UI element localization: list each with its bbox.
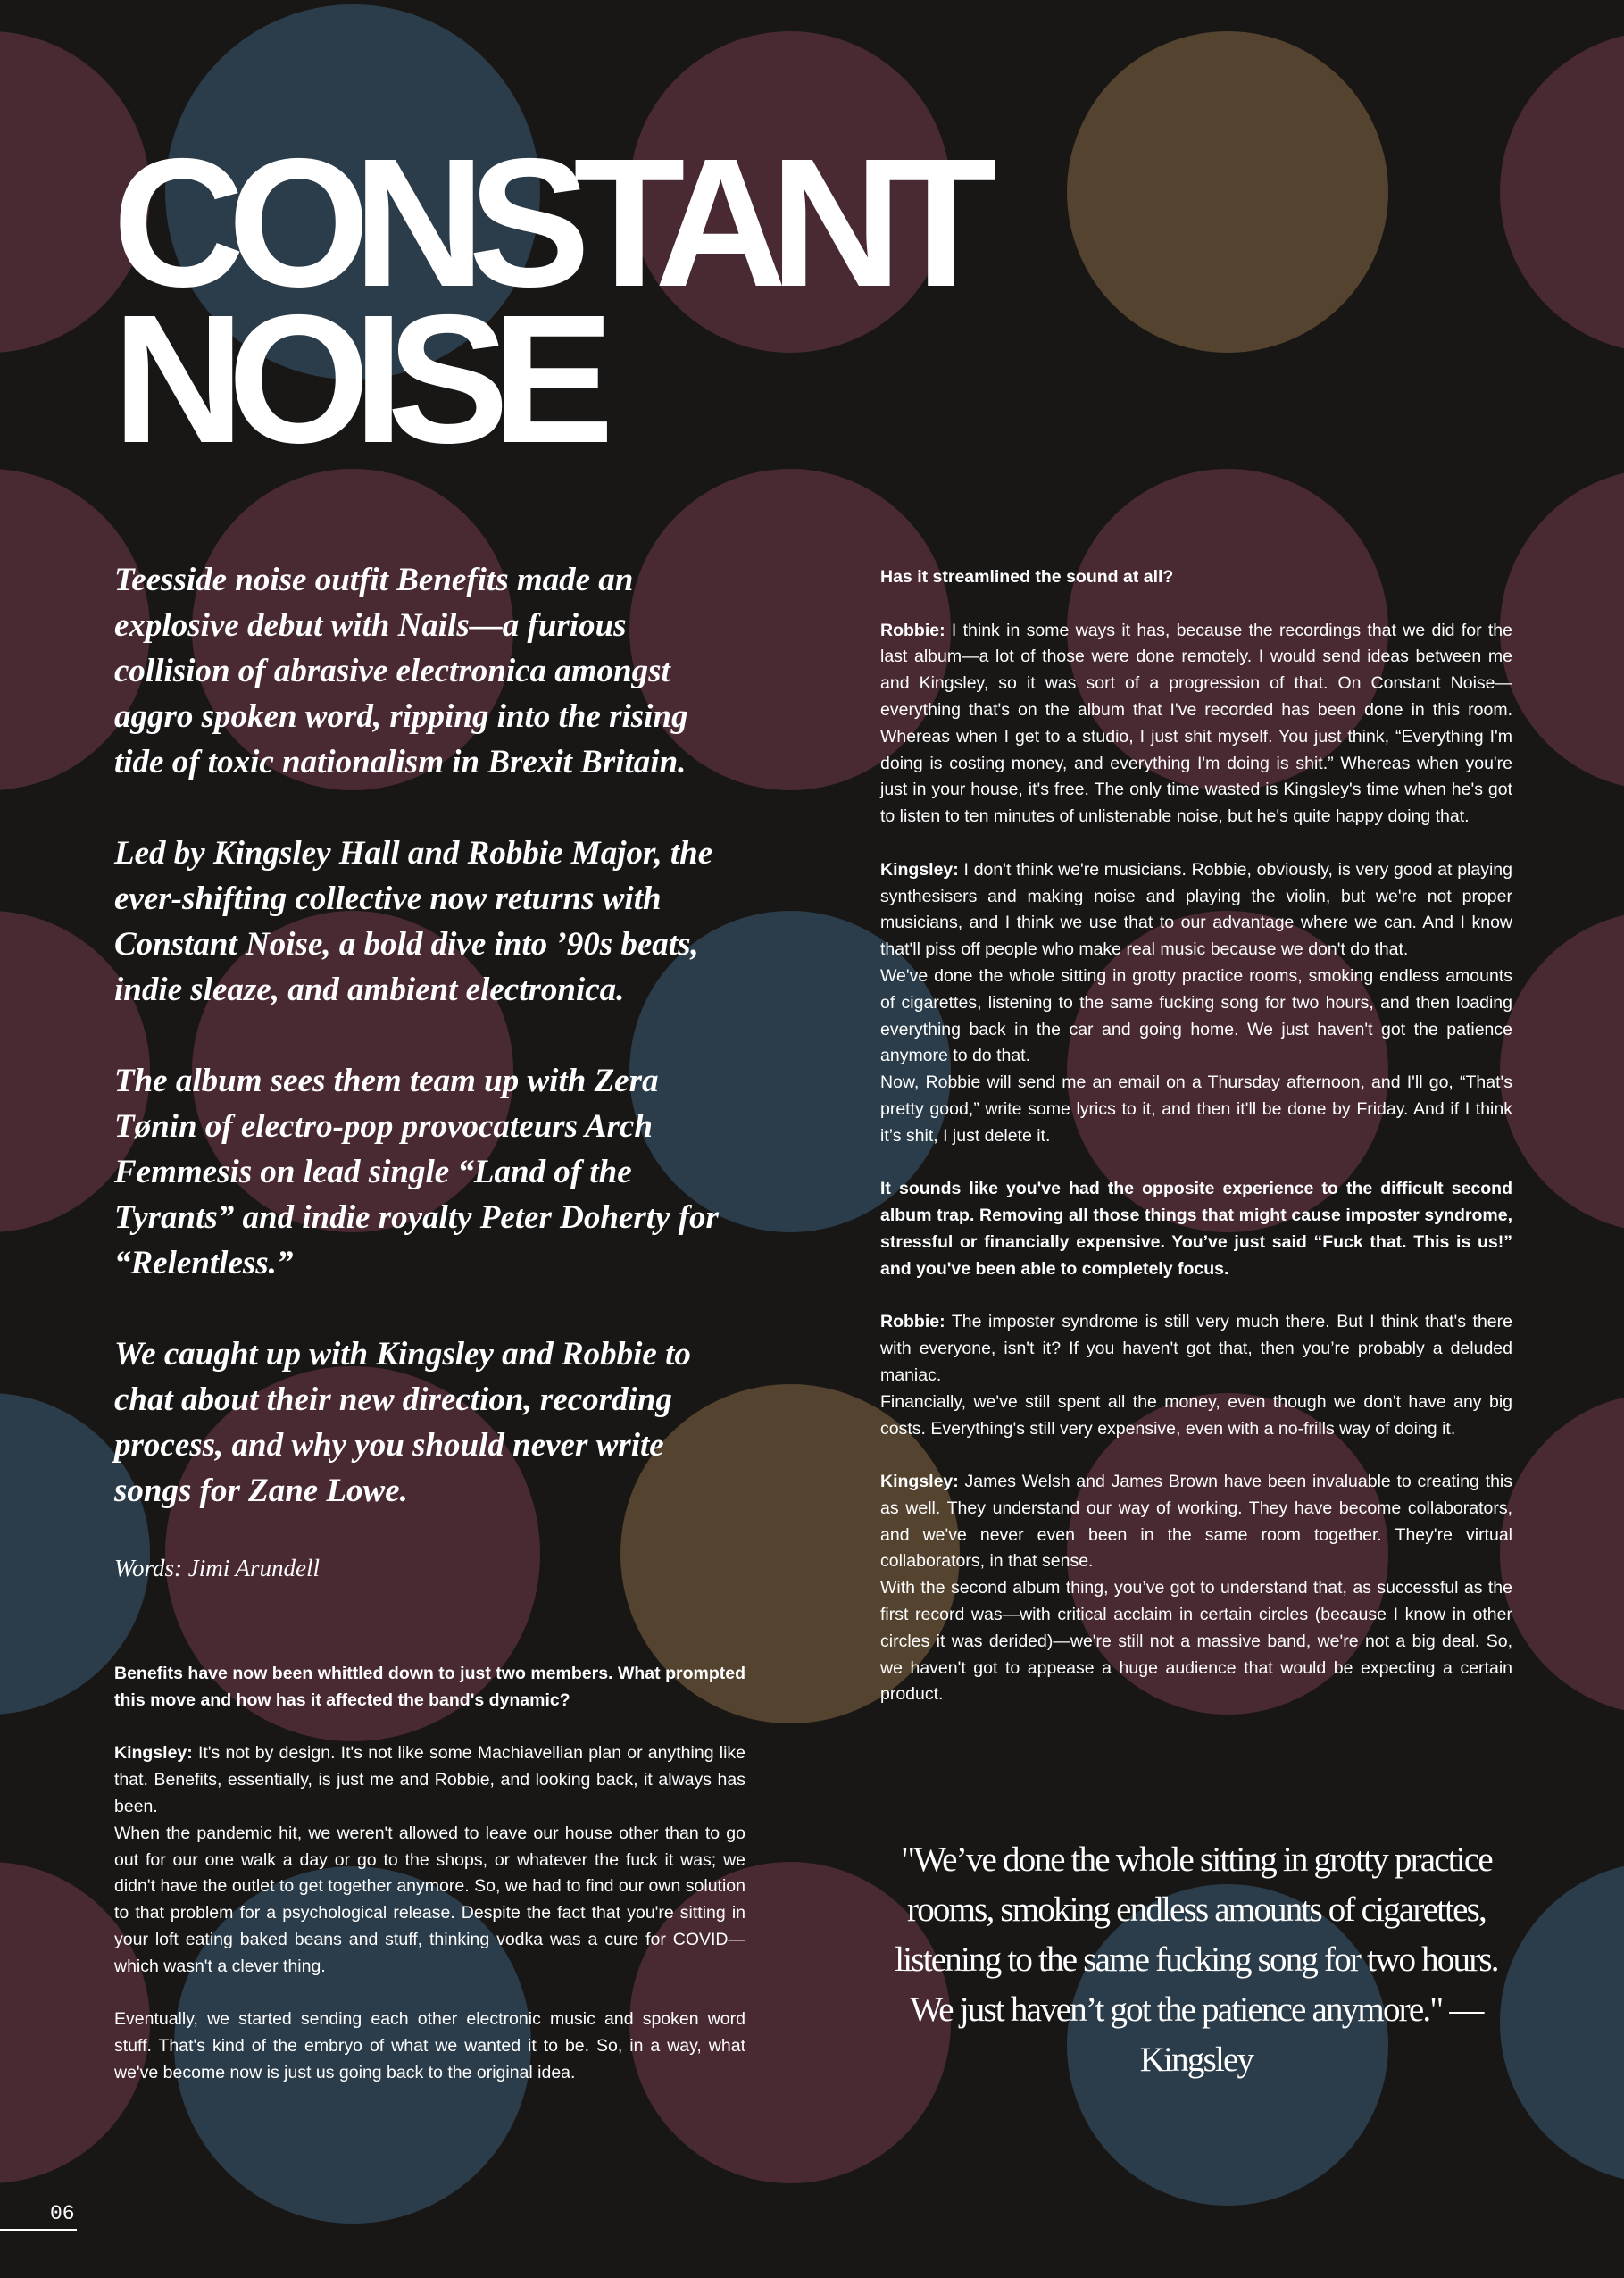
speaker-name: Robbie:	[880, 1312, 945, 1332]
answer-text: I don't think we're musicians. Robbie, obviously, is very good at playing synthesisers and making noise and playing the violin, but we're not proper musicians, and I think we use that to our advantage where we can. And I know that'll piss off people who make real music because we don't do that.	[880, 859, 1512, 960]
speaker-name: Kingsley:	[880, 859, 959, 880]
interview-answer: Eventually, we started sending each other electronic music and spoken word stuff. That's kind of the embryo of what we wanted it to be. So, in a way, what we've become now is just us going back to the original idea.	[114, 2009, 745, 2082]
article-column-left	[114, 1661, 745, 2114]
answer-text: I think in some ways it has, because the recordings that we did for the last album—a lot of those were done remotely. I would send ideas between me and Kingsley, so it was sort of a progression of that. On Constant Noise—everything that's on the album that I've recorded has been done in this room. Whereas when I get to a studio, I just shit myself. You just think, “Everything I'm doing is costing money, and everything I'm doing is shit.” Whereas when you're just in your house, it's free. The only time wasted is Kingsley's time when he's got to listen to ten minutes of unlistenable noise, but he's quite happy doing that.	[880, 620, 1512, 827]
interview-answer	[880, 1309, 1512, 1442]
speaker-name: Kingsley:	[114, 1743, 193, 1764]
answer-text: When the pandemic hit, we weren't allowed to leave our house other than to go out for our one walk a day or go to the shops, or whatever the fuck it was; we didn't have the outlet to get together anymore. So, we had to find our own solution to that problem for a psychological release. Despite the fact that you're sitting in your loft eating baked beans and stuff, thinking vodka was a cure for COVID—which wasn't a clever thing.	[114, 1823, 745, 1976]
speaker-name: Robbie:	[880, 620, 945, 640]
page-title	[112, 121, 980, 481]
intro-paragraph: Led by Kingsley Hall and Robbie Major, the ever-shifting collective now returns with Constant Noise, a bold dive into ’90s beats, indie sleaze, and ambient electronica.	[114, 835, 713, 1008]
title-line-2: NOISE	[112, 277, 597, 481]
intro-paragraph: Teesside noise outfit Benefits made an explosive debut with Nails—a furious collision of abrasive electronica amongst aggro spoken word, ripping into the rising tide of toxic nationalism in Brexit Britain.	[114, 562, 688, 780]
pull-quote	[879, 1835, 1513, 2085]
quote-attribution: — Kingsley	[1139, 1990, 1483, 2079]
interview-question: Benefits have now been whittled down to just two members. What prompted this move and how has it affected the band's dynamic?	[114, 1664, 745, 1710]
answer-text: We've done the whole sitting in grotty practice rooms, smoking endless amounts of cigarettes, listening to the same fucking song for two hours, and then loading everything back in the car and going home. We just haven't got the patience anymore to do that.	[880, 965, 1512, 1066]
article-column-right	[880, 564, 1512, 1735]
title-line-1: CONSTANT	[112, 121, 980, 325]
intro-paragraph: The album sees them team up with Zera Tønin of electro-pop provocateurs Arch Femmesis on lead single “Land of the Tyrants” and indie royalty Peter Doherty for “Relentless.”	[114, 1063, 719, 1281]
answer-text: James Welsh and James Brown have been invaluable to creating this as well. They understand our way of working. They have become collaborators, and we've never even been in the same room together. They're virtual collaborators, in that sense.	[880, 1472, 1512, 1572]
interview-answer	[114, 1740, 745, 1980]
interview-answer	[880, 618, 1512, 830]
answer-text: Financially, we've still spent all the money, even though we don't have any big costs. Everything's still very expensive, even with a no-frills way of doing it.	[880, 1391, 1512, 1439]
answer-text: It's not by design. It's not like some Machiavellian plan or anything like that. Benefits, essentially, is just me and Robbie, and looking back, it always has been.	[114, 1743, 745, 1816]
answer-text: The imposter syndrome is still very much there. But I think that's there with everyone, isn't it? If you haven't got that, then you’re probably a deluded maniac.	[880, 1312, 1512, 1385]
quote-body: "We’ve done the whole sitting in grotty practice rooms, smoking endless amounts of cigarettes, listening to the same fucking song for two hours. We just haven’t got the patience anymore."	[895, 1840, 1498, 2029]
byline: Words: Jimi Arundell	[114, 1555, 321, 1581]
interview-question: It sounds like you've had the opposite experience to the difficult second album trap. Removing all those things that might cause imposter syndrome, stressful or financially expensive. You’ve just said “Fuck that. This is us!” and you've been able to completely focus.	[880, 1179, 1512, 1279]
interview-answer	[880, 857, 1512, 1150]
speaker-name: Kingsley:	[880, 1472, 959, 1492]
pull-quote-text	[879, 1835, 1513, 2085]
page-number: 06	[50, 2202, 75, 2225]
answer-text: With the second album thing, you’ve got to understand that, as successful as the first record was—with critical acclaim in certain circles (because I know in other circles it was derided)—we're still not a massive band, we're not a big deal. So, we haven't got to appease a huge audience that would be expecting a certain product.	[880, 1578, 1512, 1705]
interview-answer	[880, 1469, 1512, 1708]
answer-text: Now, Robbie will send me an email on a Thursday afternoon, and I'll go, “That's pretty good,” write some lyrics to it, and then it'll be done by Friday. And if I think it’s shit, I just delete it.	[880, 1072, 1512, 1146]
intro-paragraph: We caught up with Kingsley and Robbie to chat about their new direction, recording process, and why you should never write songs for Zane Lowe.	[114, 1336, 691, 1509]
intro-standfirst	[114, 557, 739, 1559]
interview-question: Has it streamlined the sound at all?	[880, 567, 1174, 587]
page-number-rule	[0, 2229, 77, 2231]
